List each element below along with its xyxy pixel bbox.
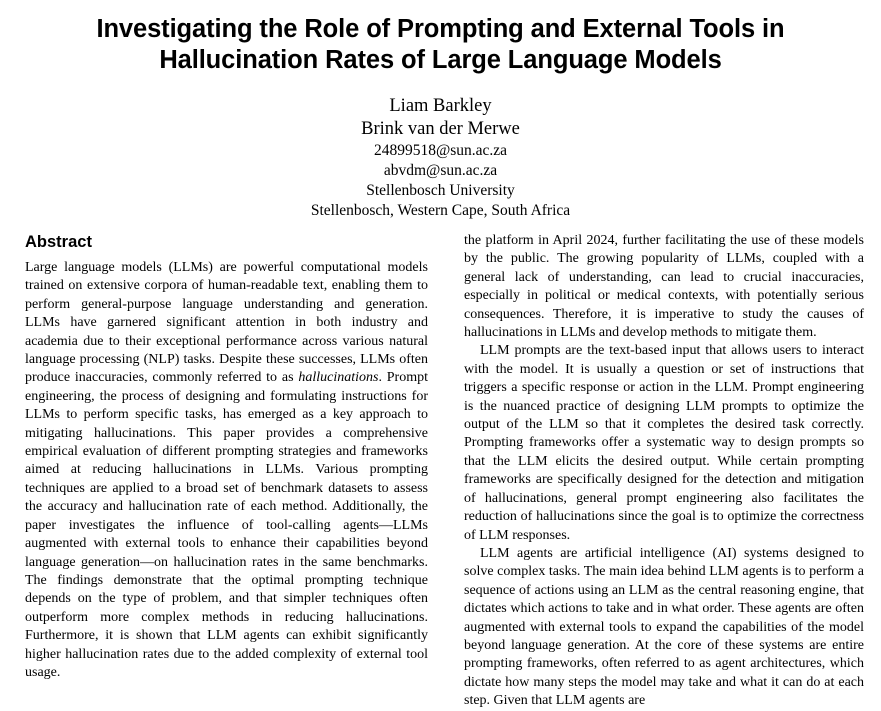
affiliation-institution: Stellenbosch University bbox=[366, 182, 515, 199]
author-name: Liam Barkley bbox=[389, 96, 492, 116]
paper-title bbox=[0, 14, 881, 76]
abstract-text: Large language models (LLMs) are powerful computational models trained on extensive corpora of human-readable text, enabling them to perform general-purpose language understanding and generation. LLMs have garnered significant attention in both industry and academia due to their exceptional performance across various natural language processing (NLP) tasks. Despite these successes, LLMs often produce inaccuracies, commonly referred to as hallucinations. Prompt engineering, the process of designing and formulating instructions for LLMs to perform specific tasks, has emerged as a key approach to mitigating hallucinations. This paper provides a comprehensive empirical evaluation of different prompting strategies and frameworks aimed at reducing hallucinations in LLMs. Various prompting techniques are applied to a broad set of benchmark datasets to assess the accuracy and hallucination rate of each method. Additionally, the paper investigates the influence of tool-calling agents—LLMs augmented with external tools to enhance their capabilities beyond language generation—on hallucination rates in the same benchmarks. The findings demonstrate that the optimal prompting technique depends on the type of problem, and that simpler techniques often outperform more complex methods in reducing hallucinations. Furthermore, it is shown that LLM agents can exhibit significantly higher hallucination rates due to the added complexity of external tool usage. bbox=[25, 260, 428, 680]
affiliation-location: Stellenbosch, Western Cape, South Africa bbox=[310, 202, 571, 219]
abstract-heading: Abstract bbox=[25, 233, 92, 251]
left-column bbox=[25, 232, 428, 682]
title-line-2: Hallucination Rates of Large Language Models bbox=[159, 46, 722, 74]
right-column bbox=[464, 232, 864, 711]
author-name: Brink van der Merwe bbox=[361, 119, 520, 139]
author-email: abvdm@sun.ac.za bbox=[383, 162, 498, 179]
author-block bbox=[0, 95, 881, 221]
body-paragraph: LLM agents are artificial intelligence (AI) systems designed to solve complex tasks. The main idea behind LLM agents is to perform a sequence of actions using an LLM as the central reasoning engine, that dictates which actions to take and in what order. These agents are often augmented with external tools to expand the capabilities of the model beyond language generation. At the core of these systems are entire prompting frameworks, often referred to as agent architectures, which dictate how many steps the model may take and what it can do at each step. Given that LLM agents are bbox=[464, 545, 864, 709]
body-paragraph: the platform in April 2024, further facilitating the use of these models by the public. The growing popularity of LLMs, coupled with a general lack of understanding, can lead to crucial inaccuracies, especially in political or medical contexts, with potentially serious consequences. Therefore, it is imperative to study the causes of hallucinations in LLMs and develop methods to mitigate them. bbox=[464, 233, 864, 341]
body-paragraph: LLM prompts are the text-based input that allows users to interact with the model. It is usually a question or set of instructions that triggers a specific response or action in the LLM. Prompt engineering is the nuanced practice of designing LLM prompts to optimize the output of the LLM so that it completes the desired task correctly. Prompting frameworks offer a systematic way to design prompts so that the LLM elicits the desired output. While certain prompting frameworks are specifically designed for the detection and mitigation of hallucinations, general prompt engineering also facilitates the reduction of hallucinations since the goal is to optimize the correctness of LLM responses. bbox=[464, 343, 864, 543]
author-email: 24899518@sun.ac.za bbox=[373, 142, 508, 159]
emphasis-term: hallucinations bbox=[298, 370, 379, 386]
title-line-1: Investigating the Role of Prompting and External Tools in bbox=[96, 15, 785, 43]
